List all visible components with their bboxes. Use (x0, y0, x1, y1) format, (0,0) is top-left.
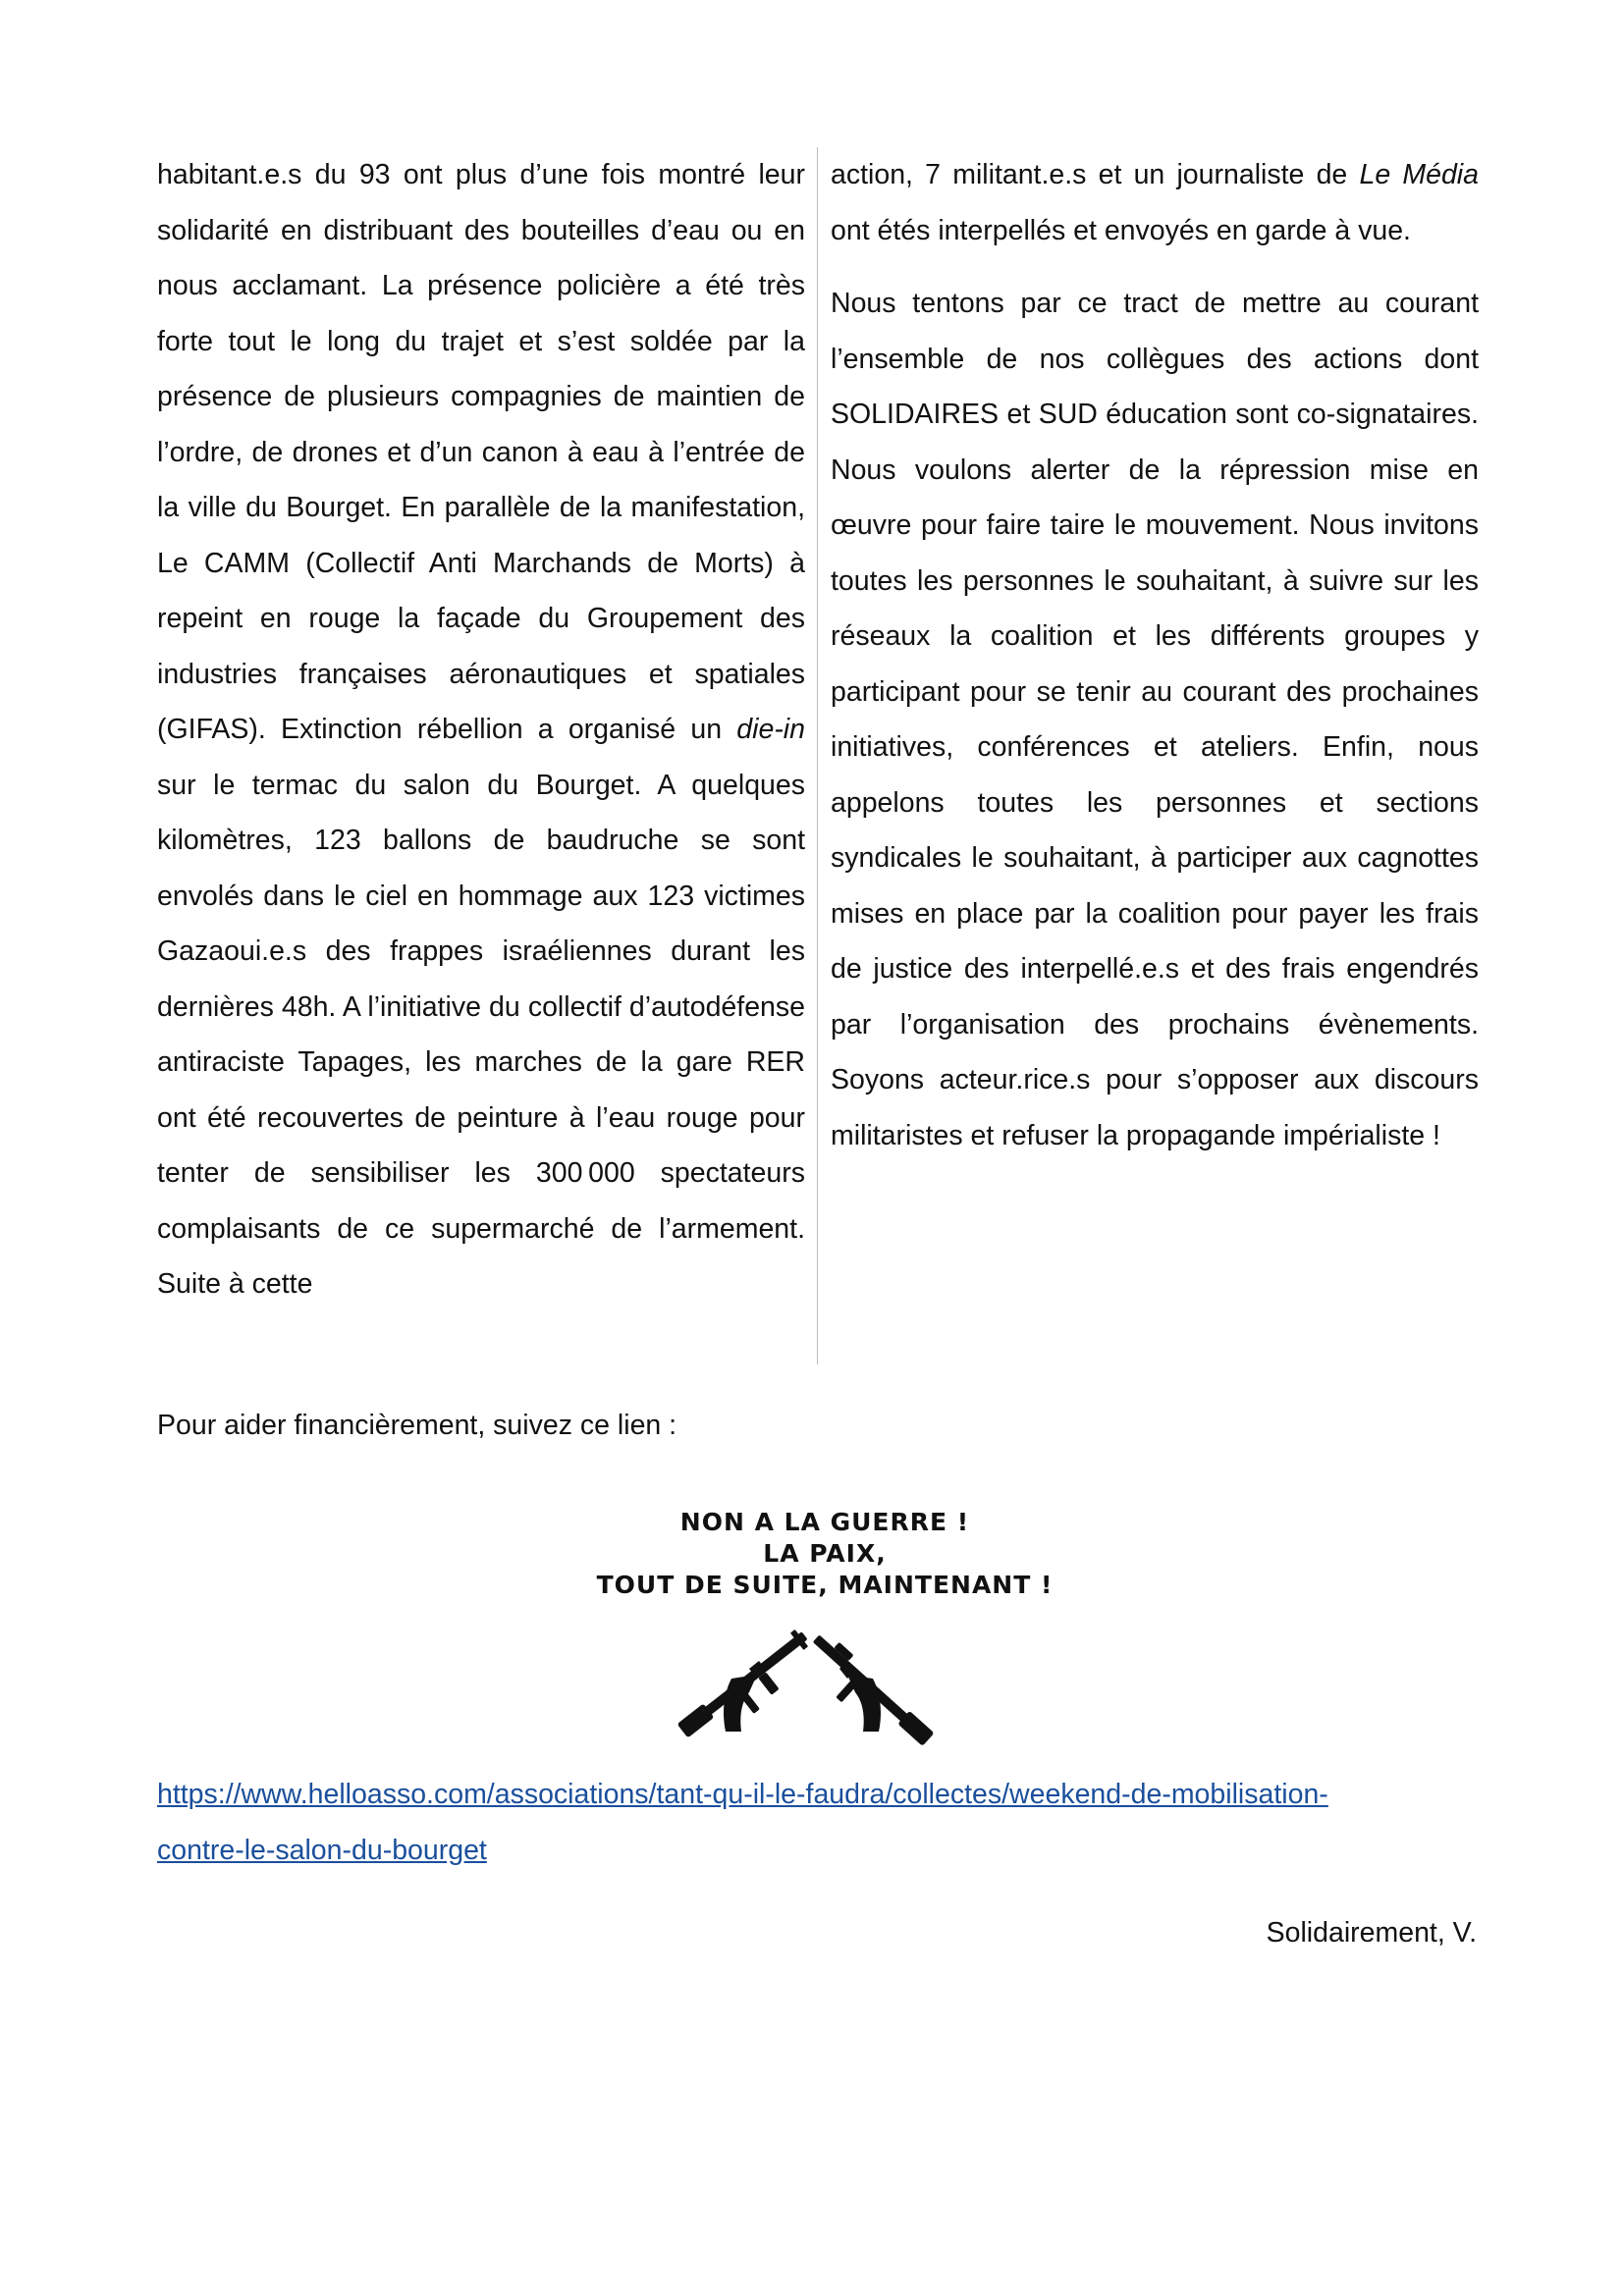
right-column (818, 147, 1479, 1364)
hands-breaking-guns-icon (663, 1610, 957, 1747)
left-text-italic-die-in: die-in (736, 714, 805, 745)
right-text-part-2: ont étés interpellés et envoyés en garde à vue. (831, 214, 1411, 246)
poster-slogan (550, 1507, 1100, 1601)
signature: Solidairement, V. (1266, 1917, 1477, 1949)
poster-line-2: LA PAIX, (763, 1539, 887, 1568)
left-column-paragraph (157, 147, 805, 1312)
left-text-part-2: sur le termac du salon du Bourget. A quelques kilomètres, 123 ballons de baudruche se sont envolés dans le ciel en hommage aux 123 victimes Gazaoui.e.s des frappes israéliennes durant les dernières 48h. A l’initiative du collectif d’autodéfense antiraciste Tapages, les marches de la gare RER ont été recouvertes de peinture à l’eau rouge pour tenter de sensibiliser les 300 000 spectateurs complaisants de ce supermarché de l’armement. Suite à cette (157, 769, 805, 1300)
anti-war-poster (550, 1507, 1100, 1757)
fundraising-link[interactable] (157, 1767, 1479, 1878)
help-line: Pour aider financièrement, suivez ce lien : (157, 1410, 677, 1441)
left-text-part-1: habitant.e.s du 93 ont plus d’une fois montré leur solidarité en distribuant des bouteilles d’eau ou en nous acclamant. La présence policière a été très forte tout le long du trajet et s’est soldée par la présence de plusieurs compagnies de maintien de l’ordre, de drones et d’un canon à eau à l’entrée de la ville du Bourget. En parallèle de la manifestation, Le CAMM (Collectif Anti Marchands de Morts) à repeint en rouge la façade du Groupement des industries françaises aéronautiques et spatiales (GIFAS). Extinction rébellion a organisé un (157, 159, 805, 745)
right-column-paragraph-2: Nous tentons par ce tract de mettre au courant l’ensemble de nos collègues des actions dont SOLIDAIRES et SUD éducation sont co-signataires. Nous voulons alerter de la répression mise en œuvre pour faire taire le mouvement. Nous invitons toutes les personnes le souhaitant, à suivre sur les réseaux la coalition et les différents groupes y participant pour se tenir au courant des prochaines initiatives, conférences et ateliers. Enfin, nous appelons toutes les personnes et sections syndicales le souhaitant, à participer aux cagnottes mises en place par la coalition pour payer les frais de justice des interpellé.e.s et des frais engendrés par l’organisation des prochains évènements. Soyons acteur.rice.s pour s’opposer aux discours militaristes et refuser la propagande impérialiste ! (831, 288, 1479, 1151)
poster-line-1: NON A LA GUERRE ! (679, 1508, 970, 1536)
right-column-paragraph-1 (831, 147, 1479, 258)
two-column-body (157, 147, 1479, 1364)
right-text-italic-le-media: Le Média (1359, 159, 1479, 190)
poster-line-3: TOUT DE SUITE, MAINTENANT ! (596, 1571, 1054, 1599)
left-column (157, 147, 818, 1364)
right-text-part-1: action, 7 militant.e.s et un journaliste de (831, 159, 1360, 190)
link-line-1[interactable]: https://www.helloasso.com/associations/tant-qu-il-le-faudra/collectes/weekend-de-mobilisation- (157, 1779, 1328, 1810)
link-line-2[interactable]: contre-le-salon-du-bourget (157, 1834, 487, 1866)
